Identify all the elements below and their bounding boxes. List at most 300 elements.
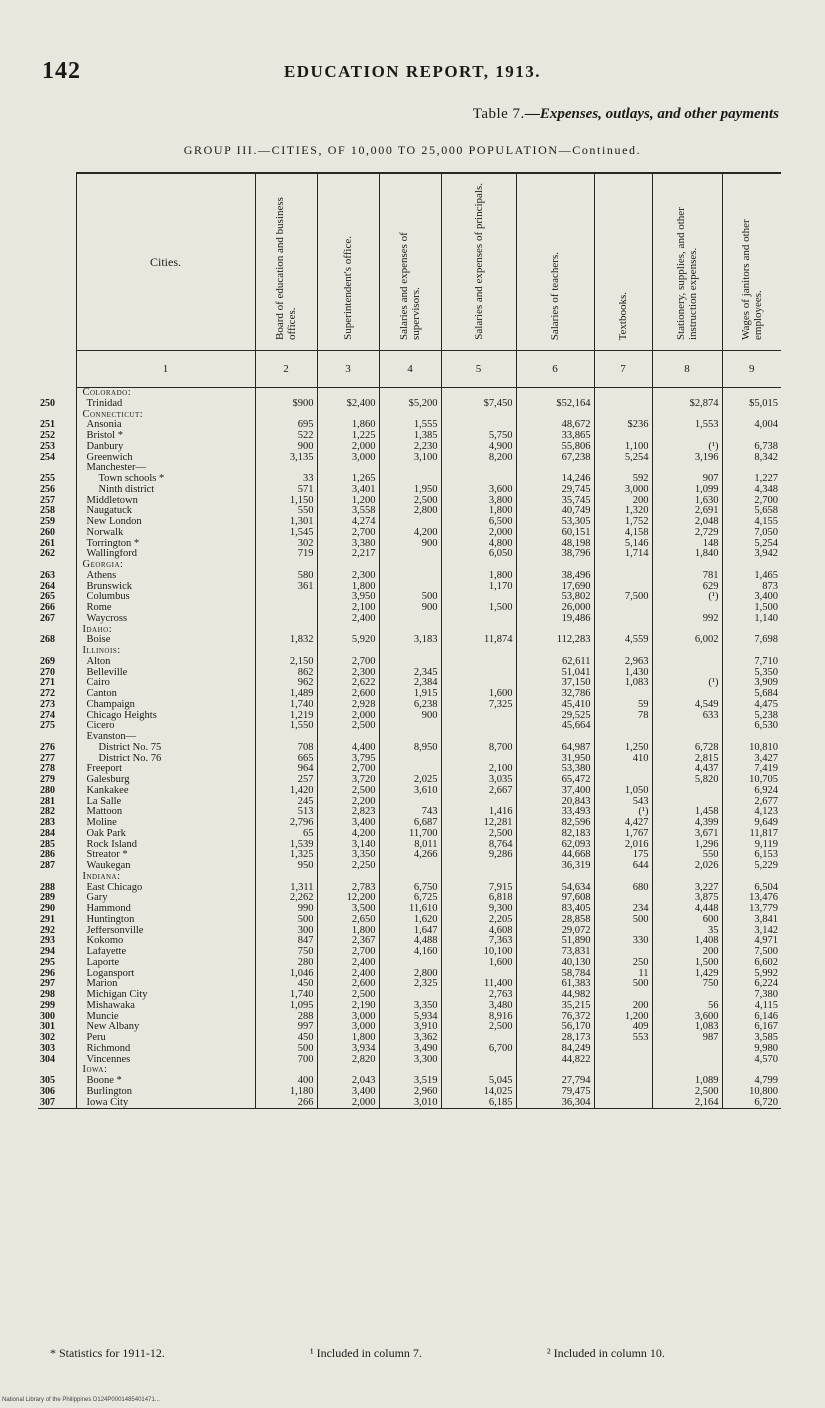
cell-col-4: 4,200 (379, 528, 441, 539)
cell-col-6: 38,496 (516, 571, 594, 582)
column-header-principals (441, 173, 516, 351)
row-number: 295 (40, 957, 55, 968)
cell-col-9: 4,004 (722, 420, 781, 431)
cell-col-6: 48,198 (516, 539, 594, 550)
cell-col-8: 6,728 (652, 743, 722, 754)
cell-col-7 (594, 1065, 652, 1076)
cell-col-8: 200 (652, 947, 722, 958)
city-name: District No. 76 (76, 754, 255, 765)
cell-col-7 (594, 431, 652, 442)
cell-col-7: 592 (594, 474, 652, 485)
cell-col-2: 302 (255, 539, 317, 550)
city-name: Greenwich (76, 453, 255, 464)
column-number: 7 (594, 351, 652, 388)
cell-col-8: 2,815 (652, 754, 722, 765)
cell-col-5 (441, 560, 516, 571)
cell-col-4: 2,800 (379, 969, 441, 980)
cell-col-5: 3,600 (441, 485, 516, 496)
cell-col-8: 987 (652, 1033, 722, 1044)
cell-col-6: 48,672 (516, 420, 594, 431)
cell-col-3: 2,250 (317, 861, 379, 872)
cell-col-9: 6,167 (722, 1022, 781, 1033)
cell-col-2: 665 (255, 754, 317, 765)
cell-col-8: 3,600 (652, 1012, 722, 1023)
cell-col-9: 6,602 (722, 958, 781, 969)
cell-col-6: 40,130 (516, 958, 594, 969)
row-number: 277 (40, 753, 55, 764)
cell-col-5: 2,500 (441, 829, 516, 840)
city-name: Town schools * (76, 474, 255, 485)
table-row (38, 635, 781, 646)
cell-col-3: 2,300 (317, 571, 379, 582)
cell-col-8 (652, 646, 722, 657)
cell-col-8: 1,500 (652, 958, 722, 969)
row-number: 278 (40, 764, 55, 775)
cell-col-7: 59 (594, 700, 652, 711)
cell-col-7 (594, 1076, 652, 1087)
cell-col-6: 56,170 (516, 1022, 594, 1033)
cell-col-5: 3,800 (441, 496, 516, 507)
column-number-blank (38, 351, 76, 388)
cell-col-3: 1,265 (317, 474, 379, 485)
table-row (38, 1087, 781, 1098)
cell-col-8: 4,448 (652, 904, 722, 915)
table-row (38, 431, 781, 442)
city-name: Freeport (76, 764, 255, 775)
cell-col-8 (652, 431, 722, 442)
cell-col-3: 2,500 (317, 721, 379, 732)
city-name: Peru (76, 1033, 255, 1044)
column-header-supervisors (379, 173, 441, 351)
table-row (38, 893, 781, 904)
table-row (38, 485, 781, 496)
cell-col-5 (441, 410, 516, 421)
city-name: Norwalk (76, 528, 255, 539)
cell-col-4: 8,950 (379, 743, 441, 754)
cell-col-9: 873 (722, 582, 781, 593)
cell-col-7 (594, 560, 652, 571)
cell-col-2: 400 (255, 1076, 317, 1087)
cell-col-7 (594, 1098, 652, 1109)
cell-col-8: 2,048 (652, 517, 722, 528)
cell-col-6: 62,611 (516, 657, 594, 668)
cell-col-9: 2,677 (722, 797, 781, 808)
city-name: Burlington (76, 1087, 255, 1098)
table-row (38, 807, 781, 818)
cell-col-4: 6,687 (379, 818, 441, 829)
cell-col-8: (¹) (652, 442, 722, 453)
cell-col-5 (441, 657, 516, 668)
state-row (38, 388, 781, 399)
cell-col-3: 2,190 (317, 1001, 379, 1012)
cell-col-7: 1,100 (594, 442, 652, 453)
cell-col-3 (317, 410, 379, 421)
cell-col-4: 3,350 (379, 1001, 441, 1012)
cell-col-3: 2,200 (317, 797, 379, 808)
row-number: 297 (40, 979, 55, 990)
cell-col-2: 708 (255, 743, 317, 754)
cell-col-6: 97,608 (516, 893, 594, 904)
cell-col-8 (652, 797, 722, 808)
cell-col-5 (441, 711, 516, 722)
cell-col-7: 1,752 (594, 517, 652, 528)
cell-col-2: 1,219 (255, 711, 317, 722)
column-header-stationery (652, 173, 722, 351)
cell-col-8 (652, 786, 722, 797)
state-name: Colorado: (76, 388, 255, 399)
cell-col-9: 2,700 (722, 496, 781, 507)
cell-col-5: 11,400 (441, 979, 516, 990)
table-row (38, 1098, 781, 1109)
cell-col-6: 28,173 (516, 1033, 594, 1044)
table-row (38, 453, 781, 464)
row-number: 260 (40, 527, 55, 538)
city-name: Trinidad (76, 399, 255, 410)
cell-col-9: 4,155 (722, 517, 781, 528)
cell-col-6: 44,668 (516, 850, 594, 861)
city-name: Chicago Heights (76, 711, 255, 722)
cell-col-5: 6,050 (441, 549, 516, 560)
cell-col-9: 7,419 (722, 764, 781, 775)
cell-col-2: 2,796 (255, 818, 317, 829)
city-name: Belleville (76, 668, 255, 679)
cell-col-2 (255, 872, 317, 883)
cell-col-4 (379, 625, 441, 636)
cell-col-7: 11 (594, 969, 652, 980)
table-row (38, 657, 781, 668)
cell-col-5: 4,800 (441, 539, 516, 550)
cell-col-6: 31,950 (516, 754, 594, 765)
cell-col-9: 11,817 (722, 829, 781, 840)
cell-col-9: $5,015 (722, 399, 781, 410)
city-name: Athens (76, 571, 255, 582)
cell-col-2: 522 (255, 431, 317, 442)
row-number: 293 (40, 936, 55, 947)
cell-col-7 (594, 646, 652, 657)
page-number: 142 (42, 58, 81, 84)
cell-col-4: 3,010 (379, 1098, 441, 1109)
row-number: 303 (40, 1043, 55, 1054)
table-row (38, 614, 781, 625)
cell-col-2: 900 (255, 442, 317, 453)
cell-col-5 (441, 721, 516, 732)
state-name: Georgia: (76, 560, 255, 571)
row-number (38, 872, 76, 883)
cell-col-3: 3,000 (317, 1012, 379, 1023)
cell-col-2 (255, 625, 317, 636)
cell-col-3: 3,400 (317, 818, 379, 829)
city-name: Mishawaka (76, 1001, 255, 1012)
cell-col-7: 2,016 (594, 840, 652, 851)
cell-col-7 (594, 1087, 652, 1098)
cell-col-6: 28,858 (516, 915, 594, 926)
cell-col-7 (594, 947, 652, 958)
cell-col-9: 3,142 (722, 926, 781, 937)
cell-col-4 (379, 614, 441, 625)
table-row (38, 442, 781, 453)
row-number: 280 (40, 785, 55, 796)
table-row (38, 915, 781, 926)
row-number (38, 463, 76, 474)
cell-col-8: 6,002 (652, 635, 722, 646)
table-row (38, 786, 781, 797)
column-header-board (255, 173, 317, 351)
cell-col-6: 36,304 (516, 1098, 594, 1109)
cell-col-9: 9,649 (722, 818, 781, 829)
cell-col-7: 553 (594, 1033, 652, 1044)
cell-col-9 (722, 431, 781, 442)
cell-col-4: 11,700 (379, 829, 441, 840)
cell-col-9: 6,530 (722, 721, 781, 732)
table-row (38, 506, 781, 517)
cell-col-3 (317, 872, 379, 883)
cell-col-8: 629 (652, 582, 722, 593)
cell-col-7: 410 (594, 754, 652, 765)
table-title (473, 106, 779, 123)
cell-col-3: 3,401 (317, 485, 379, 496)
cell-col-8 (652, 1055, 722, 1066)
cell-col-9: 13,779 (722, 904, 781, 915)
cell-col-5: 5,045 (441, 1076, 516, 1087)
column-header-superintendent (317, 173, 379, 351)
row-number: 251 (40, 420, 55, 431)
cell-col-6: 44,982 (516, 990, 594, 1001)
cell-col-5 (441, 732, 516, 743)
cell-col-6: 29,745 (516, 485, 594, 496)
cell-col-8 (652, 560, 722, 571)
table-row (38, 904, 781, 915)
cell-col-3: 3,000 (317, 453, 379, 464)
cell-col-9 (722, 463, 781, 474)
cell-col-3: 3,380 (317, 539, 379, 550)
cell-col-9: 10,810 (722, 743, 781, 754)
cell-col-6: 37,400 (516, 786, 594, 797)
cell-col-8: 633 (652, 711, 722, 722)
cell-col-7: 78 (594, 711, 652, 722)
cell-col-7: 4,158 (594, 528, 652, 539)
table-row (38, 571, 781, 582)
cell-col-3: $2,400 (317, 399, 379, 410)
cell-col-2: 1,539 (255, 840, 317, 851)
state-row (38, 872, 781, 883)
cell-col-5: 1,416 (441, 807, 516, 818)
cell-col-5: $7,450 (441, 399, 516, 410)
cell-col-4 (379, 732, 441, 743)
state-name: Indiana: (76, 872, 255, 883)
row-number: 255 (40, 474, 55, 484)
cell-col-8 (652, 990, 722, 1001)
cell-col-2: 257 (255, 775, 317, 786)
cell-col-8: 4,437 (652, 764, 722, 775)
city-name: Rome (76, 603, 255, 614)
cell-col-8: 1,458 (652, 807, 722, 818)
cell-col-4: 3,910 (379, 1022, 441, 1033)
cell-col-9: 5,238 (722, 711, 781, 722)
table-row (38, 668, 781, 679)
cell-col-5 (441, 625, 516, 636)
cell-col-6: 61,383 (516, 979, 594, 990)
cell-col-2: 288 (255, 1012, 317, 1023)
cell-col-2: 1,489 (255, 689, 317, 700)
row-number: 253 (40, 441, 55, 452)
cell-col-4 (379, 646, 441, 657)
cell-col-7: 200 (594, 1001, 652, 1012)
cell-col-4 (379, 549, 441, 560)
cell-col-7: 7,500 (594, 592, 652, 603)
row-number: 262 (40, 549, 55, 560)
cell-col-9: 8,342 (722, 453, 781, 464)
row-number: 289 (40, 893, 55, 904)
cell-col-9: 9,119 (722, 840, 781, 851)
table-row (38, 700, 781, 711)
cell-col-8: 3,875 (652, 893, 722, 904)
cell-col-2: 719 (255, 549, 317, 560)
cell-col-6: 83,405 (516, 904, 594, 915)
cell-col-8: 3,196 (652, 453, 722, 464)
cell-col-8: 992 (652, 614, 722, 625)
city-name: La Salle (76, 797, 255, 808)
cell-col-9: 4,475 (722, 700, 781, 711)
cell-col-6: 53,380 (516, 764, 594, 775)
cell-col-6: 54,634 (516, 883, 594, 894)
cell-col-2: 245 (255, 797, 317, 808)
expenses-table (38, 172, 781, 1109)
table-row (38, 969, 781, 980)
cell-col-4: 900 (379, 711, 441, 722)
cell-col-2: 950 (255, 861, 317, 872)
cell-col-4: 1,555 (379, 420, 441, 431)
cell-col-9: 3,942 (722, 549, 781, 560)
cell-col-7 (594, 571, 652, 582)
cell-col-9: 6,146 (722, 1012, 781, 1023)
row-number: 292 (40, 925, 55, 936)
cell-col-5: 6,818 (441, 893, 516, 904)
row-number: 275 (40, 721, 55, 732)
cell-col-6: 14,246 (516, 474, 594, 485)
cell-col-5 (441, 614, 516, 625)
cell-col-6: 65,472 (516, 775, 594, 786)
cell-col-5: 8,916 (441, 1012, 516, 1023)
column-number: 8 (652, 351, 722, 388)
cell-col-5: 2,667 (441, 786, 516, 797)
cell-col-7: 1,250 (594, 743, 652, 754)
cell-col-4: 2,960 (379, 1087, 441, 1098)
cell-col-7 (594, 582, 652, 593)
cell-col-4 (379, 474, 441, 485)
cell-col-2: 1,550 (255, 721, 317, 732)
cell-col-7: 1,320 (594, 506, 652, 517)
cell-col-9: 1,465 (722, 571, 781, 582)
cell-col-2: 266 (255, 1098, 317, 1109)
column-number: 1 (76, 351, 255, 388)
cell-col-5 (441, 872, 516, 883)
cell-col-5 (441, 463, 516, 474)
cell-col-2: 1,095 (255, 1001, 317, 1012)
cell-col-8: (¹) (652, 678, 722, 689)
cell-col-8: 4,399 (652, 818, 722, 829)
cell-col-2: 300 (255, 926, 317, 937)
row-number: 282 (40, 807, 55, 818)
cell-col-2: 695 (255, 420, 317, 431)
cell-col-5: 10,100 (441, 947, 516, 958)
cell-col-9: 5,992 (722, 969, 781, 980)
cell-col-7: (¹) (594, 807, 652, 818)
cell-col-7: 250 (594, 958, 652, 969)
cell-col-5: 8,200 (441, 453, 516, 464)
cell-col-5 (441, 678, 516, 689)
row-number: 284 (40, 828, 55, 839)
cell-col-9: 6,924 (722, 786, 781, 797)
cell-col-6: 62,093 (516, 840, 594, 851)
cell-col-8: 1,296 (652, 840, 722, 851)
cell-col-5: 1,170 (441, 582, 516, 593)
cell-col-3: 2,000 (317, 442, 379, 453)
cell-col-4: 6,238 (379, 700, 441, 711)
cell-col-7 (594, 872, 652, 883)
table-row (38, 549, 781, 560)
cell-col-9 (722, 1065, 781, 1076)
cell-col-6: 38,796 (516, 549, 594, 560)
city-name: New London (76, 517, 255, 528)
column-header-text: Board of education and business offices. (274, 197, 298, 340)
cell-col-7 (594, 1044, 652, 1055)
city-name: Wallingford (76, 549, 255, 560)
cell-col-7: 5,254 (594, 453, 652, 464)
city-name: Middletown (76, 496, 255, 507)
cell-col-9 (722, 872, 781, 883)
cell-col-4 (379, 388, 441, 399)
cell-col-3: 3,720 (317, 775, 379, 786)
cell-col-8 (652, 1044, 722, 1055)
cell-col-6: 44,822 (516, 1055, 594, 1066)
cell-col-6: 64,987 (516, 743, 594, 754)
row-number: 307 (38, 1098, 76, 1109)
cell-col-6: 55,806 (516, 442, 594, 453)
cell-col-4 (379, 990, 441, 1001)
cell-col-4 (379, 410, 441, 421)
cell-col-3: 2,820 (317, 1055, 379, 1066)
cell-col-9 (722, 388, 781, 399)
cell-col-2 (255, 592, 317, 603)
cell-col-8: 1,099 (652, 485, 722, 496)
running-head: EDUCATION REPORT, 1913. (283, 62, 542, 81)
column-number: 5 (441, 351, 516, 388)
cell-col-5: 3,035 (441, 775, 516, 786)
city-name: Champaign (76, 700, 255, 711)
column-number: 6 (516, 351, 594, 388)
cell-col-8: 1,089 (652, 1076, 722, 1087)
cell-col-2: 847 (255, 936, 317, 947)
cell-col-2 (255, 463, 317, 474)
cell-col-8: 1,429 (652, 969, 722, 980)
cell-col-2: 450 (255, 979, 317, 990)
cell-col-4: 2,025 (379, 775, 441, 786)
cell-col-5: 1,600 (441, 689, 516, 700)
cell-col-3: 1,860 (317, 420, 379, 431)
cell-col-8 (652, 689, 722, 700)
cell-col-8 (652, 388, 722, 399)
city-name: Hammond (76, 904, 255, 915)
cell-col-8: 2,164 (652, 1098, 722, 1109)
cell-col-2 (255, 1065, 317, 1076)
table-row (38, 539, 781, 550)
table-row (38, 1001, 781, 1012)
city-name: Jeffersonville (76, 926, 255, 937)
cell-col-4: 8,011 (379, 840, 441, 851)
column-number-row (38, 351, 781, 388)
cell-col-5: 9,300 (441, 904, 516, 915)
cell-col-4 (379, 958, 441, 969)
